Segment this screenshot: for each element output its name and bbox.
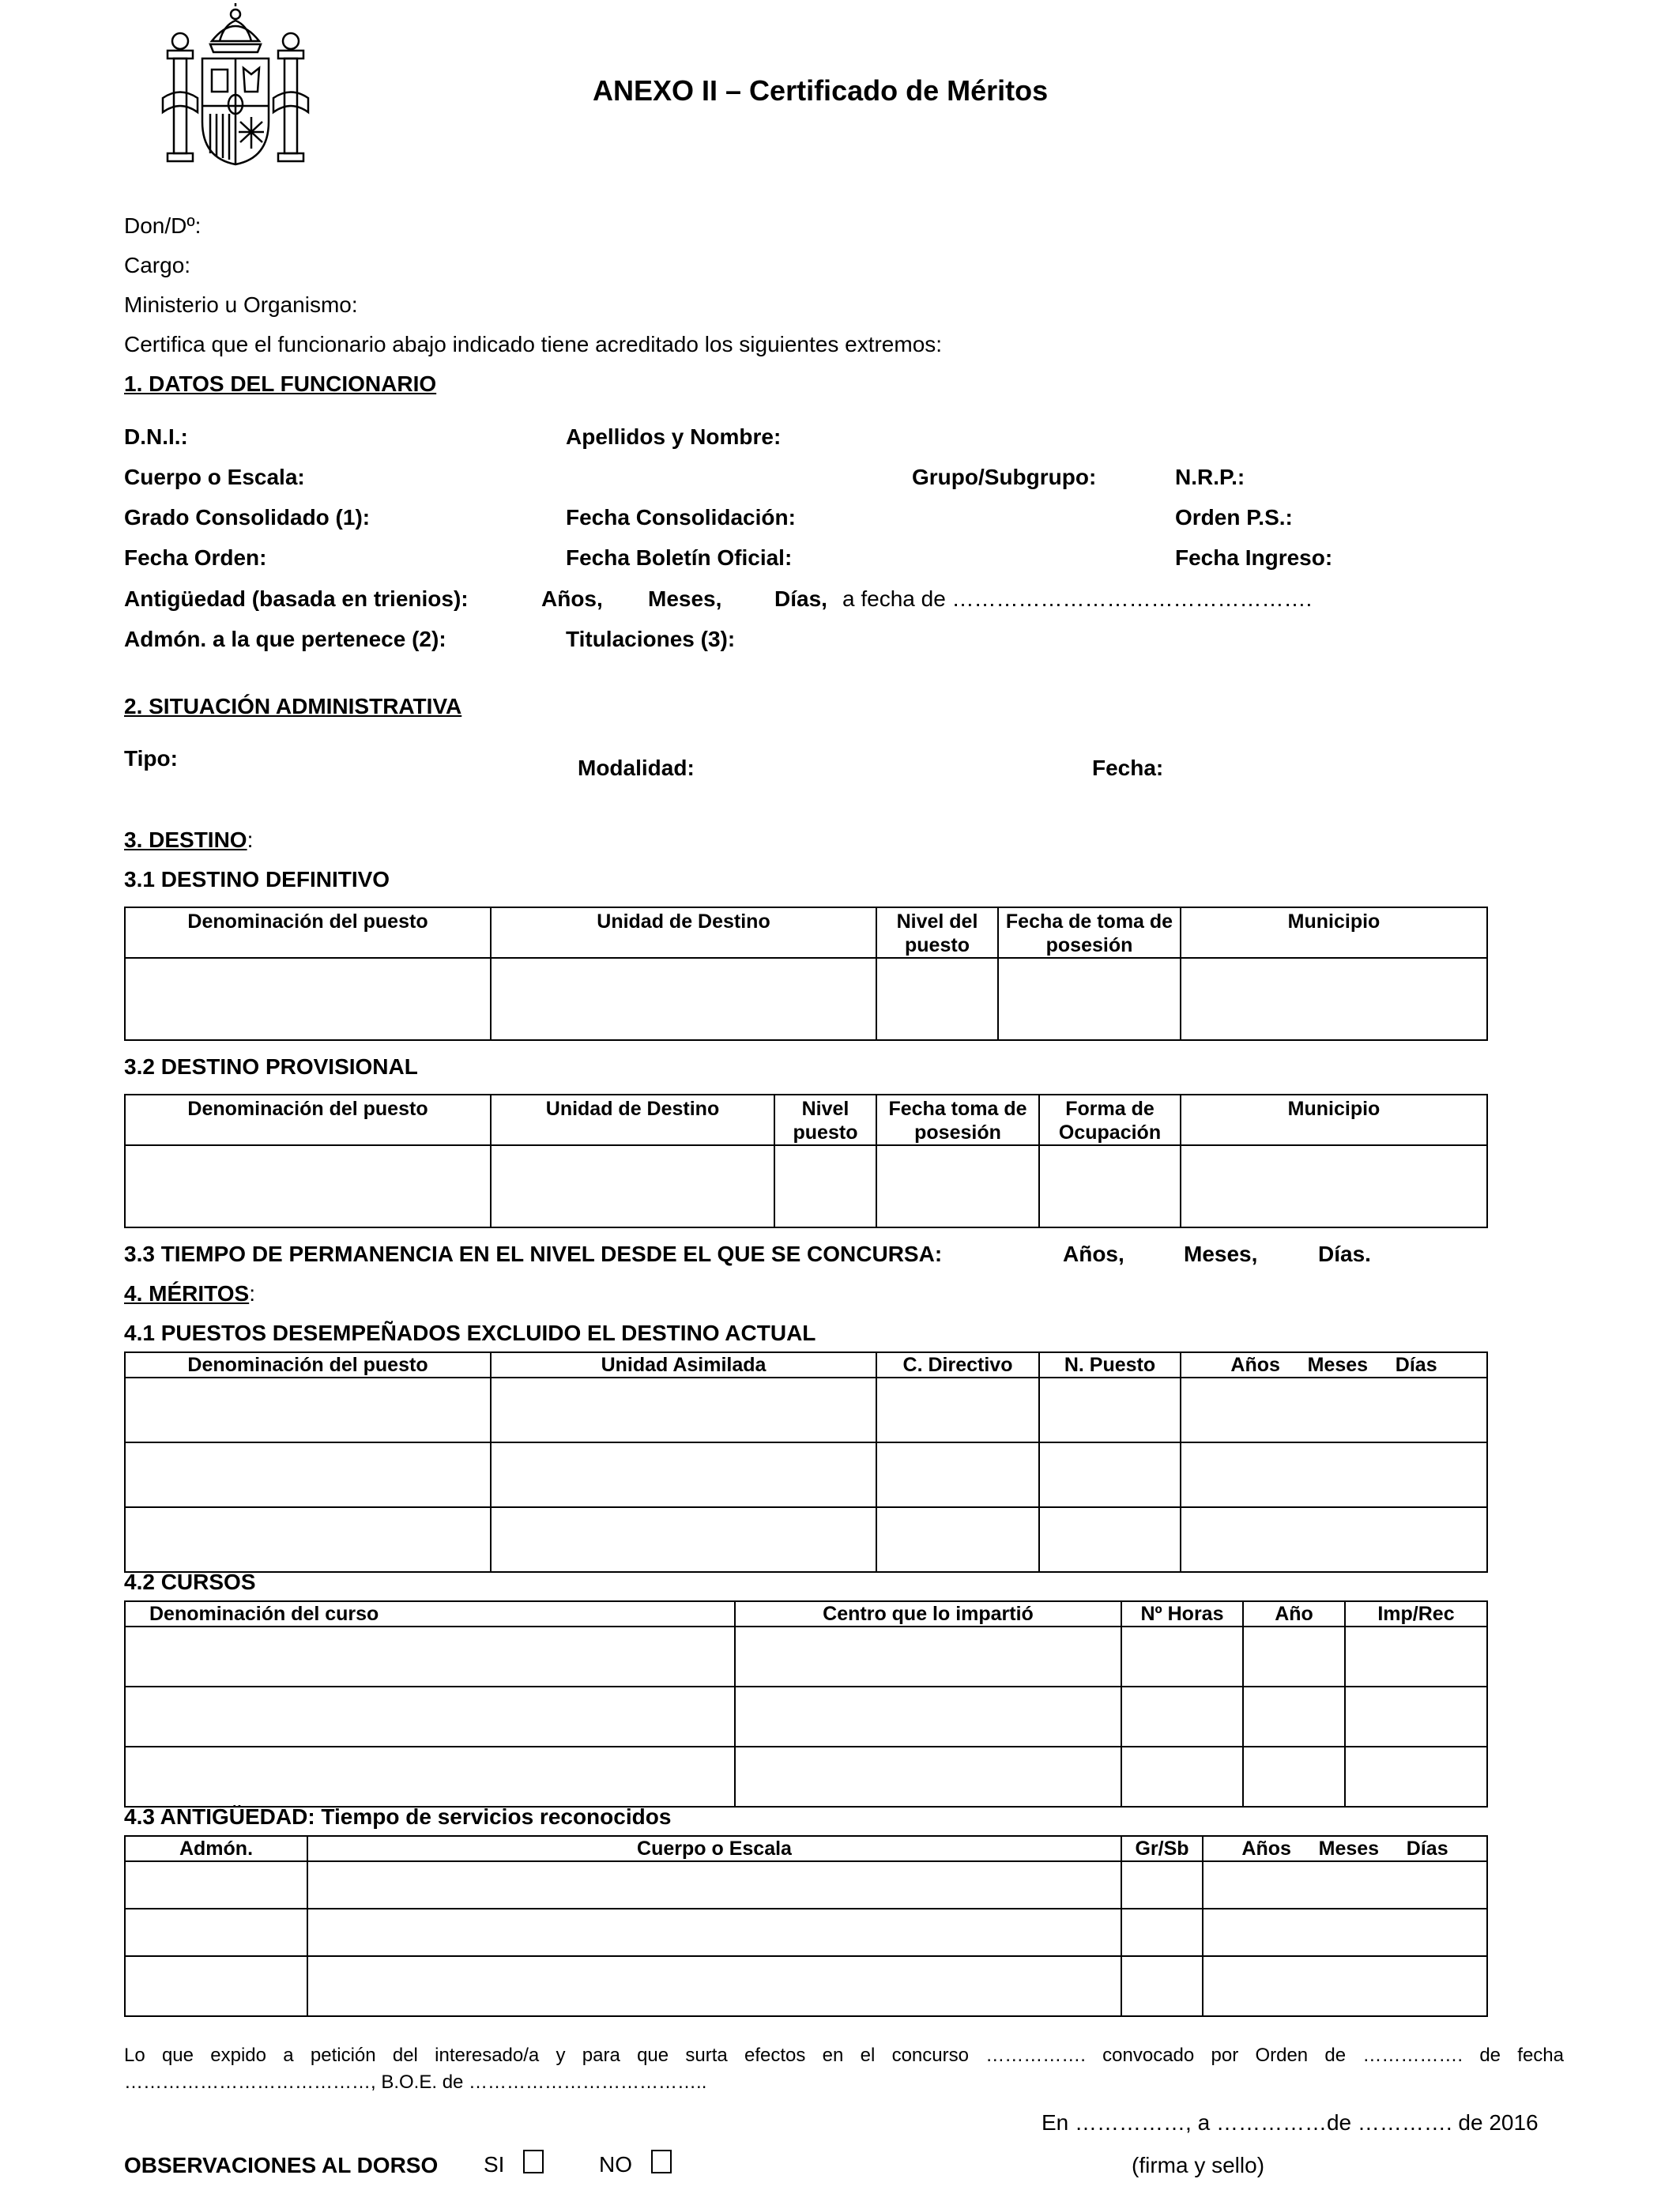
orden-ps-label: Orden P.S.: (1175, 505, 1293, 530)
table-row (125, 1861, 1487, 1909)
grado-label: Grado Consolidado (1): (124, 505, 371, 530)
section3-heading (124, 827, 253, 853)
col-municipio: Municipio (1181, 1095, 1487, 1145)
cell-input[interactable] (125, 1442, 491, 1507)
cell-input[interactable] (125, 1956, 307, 2016)
cell-input[interactable] (876, 1378, 1039, 1442)
puestos-heading: 4.1 PUESTOS DESEMPEÑADOS EXCLUIDO EL DESTINO ACTUAL (124, 1321, 816, 1345)
table-row (125, 958, 1487, 1040)
table-row (125, 1442, 1487, 1507)
expido-paragraph: Lo que expido a petición del interesado/a y para que surta efectos en el concurso ……………. convocado por Orden de ……………. de fecha …………………………………, B.O.E. de ……………………………….. (124, 2045, 1564, 2093)
col-unidad: Unidad de Destino (491, 1095, 774, 1145)
cell-input[interactable] (735, 1627, 1121, 1687)
col-unidad: Unidad de Destino (491, 907, 876, 958)
col-nivel: Nivel puesto (774, 1095, 876, 1145)
lugar-fecha: En ……………, a ……………de …………. de 2016 (1042, 2110, 1539, 2135)
col-gr-sb: Gr/Sb (1121, 1836, 1203, 1861)
cell-input[interactable] (876, 958, 998, 1040)
coat-of-arms-logo (156, 3, 315, 169)
section4-heading-text: 4. MÉRITOS (124, 1281, 250, 1306)
tipo-label: Tipo: (124, 746, 178, 771)
col-cuerpo-escala: Cuerpo o Escala (307, 1836, 1121, 1861)
permanencia-label: 3.3 TIEMPO DE PERMANENCIA EN EL NIVEL DESDE EL QUE SE CONCURSA: (124, 1242, 943, 1266)
cell-input[interactable] (307, 1956, 1121, 2016)
col-unidad-asimilada: Unidad Asimilada (491, 1352, 876, 1378)
modalidad-label: Modalidad: (578, 756, 695, 780)
cell-input[interactable] (1181, 1378, 1487, 1442)
cell-input[interactable] (307, 1861, 1121, 1909)
fecha-label: Fecha: (1092, 756, 1164, 780)
col-municipio: Municipio (1181, 907, 1487, 958)
cell-input[interactable] (1121, 1747, 1243, 1807)
cell-input[interactable] (125, 1507, 491, 1572)
no-option[interactable] (599, 2150, 672, 2177)
cell-input[interactable] (125, 1378, 491, 1442)
puestos-table (124, 1351, 1488, 1573)
antiguedad-dias: Días, (774, 586, 827, 611)
cursos-heading: 4.2 CURSOS (124, 1570, 256, 1594)
table-row (125, 1687, 1487, 1747)
cell-input[interactable] (1181, 1145, 1487, 1227)
cell-input[interactable] (1121, 1909, 1203, 1956)
col-denominacion: Denominación del puesto (125, 1095, 491, 1145)
si-checkbox[interactable] (523, 2150, 544, 2173)
cell-input[interactable] (1121, 1861, 1203, 1909)
cell-input[interactable] (1243, 1747, 1345, 1807)
table-row (125, 1956, 1487, 2016)
antiguedad-anos: Años, (541, 586, 603, 611)
cell-input[interactable] (876, 1145, 1039, 1227)
cell-input[interactable] (774, 1145, 876, 1227)
observaciones-label: OBSERVACIONES AL DORSO (124, 2153, 439, 2177)
cell-input[interactable] (1039, 1507, 1181, 1572)
apellidos-label: Apellidos y Nombre: (566, 424, 782, 449)
destino-provisional-table (124, 1094, 1488, 1228)
cell-input[interactable] (1345, 1747, 1487, 1807)
antiguedad-heading: 4.3 ANTIGÜEDAD: Tiempo de servicios reconocidos (124, 1804, 672, 1829)
cell-input[interactable] (735, 1687, 1121, 1747)
si-label: SI (484, 2152, 505, 2177)
permanencia-meses: Meses, (1184, 1242, 1258, 1266)
cell-input[interactable] (876, 1442, 1039, 1507)
cell-input[interactable] (1345, 1687, 1487, 1747)
col-anos-meses-dias: Años Meses Días (1181, 1352, 1487, 1378)
table-row (125, 1145, 1487, 1227)
col-denominacion: Denominación del puesto (125, 1352, 491, 1378)
don-label: Don/Dº: (124, 213, 202, 238)
col-ano: Año (1243, 1601, 1345, 1627)
section4-heading-colon: : (249, 1281, 255, 1306)
destino-definitivo-table (124, 907, 1488, 1041)
cell-input[interactable] (491, 1507, 876, 1572)
cell-input[interactable] (125, 1747, 735, 1807)
fecha-consolidacion-label: Fecha Consolidación: (566, 505, 796, 530)
admon-label: Admón. a la que pertenece (2): (124, 627, 446, 651)
section3-heading-text: 3. DESTINO (124, 827, 247, 852)
nrp-label: N.R.P.: (1175, 465, 1245, 489)
col-nivel: Nivel del puesto (876, 907, 998, 958)
table-row (125, 1627, 1487, 1687)
cell-input[interactable] (1345, 1627, 1487, 1687)
cell-input[interactable] (491, 1442, 876, 1507)
antiguedad-label: Antigüedad (basada en trienios): (124, 586, 469, 611)
no-label: NO (599, 2152, 632, 2177)
col-horas: Nº Horas (1121, 1601, 1243, 1627)
antiguedad-meses: Meses, (648, 586, 722, 611)
cell-input[interactable] (1121, 1687, 1243, 1747)
cell-input[interactable] (998, 958, 1181, 1040)
cell-input[interactable] (1181, 1442, 1487, 1507)
table-row (125, 1909, 1487, 1956)
antiguedad-table (124, 1835, 1488, 2017)
fecha-ingreso-label: Fecha Ingreso: (1175, 545, 1333, 570)
cursos-table (124, 1600, 1488, 1808)
antiguedad-a-fecha: a fecha de …………………………………………. (842, 586, 1313, 611)
cell-input[interactable] (491, 958, 876, 1040)
dni-label: D.N.I.: (124, 424, 188, 449)
certifica-text: Certifica que el funcionario abajo indicado tiene acreditado los siguientes extremos: (124, 332, 943, 356)
cuerpo-label: Cuerpo o Escala: (124, 465, 305, 489)
destino-definitivo-heading: 3.1 DESTINO DEFINITIVO (124, 867, 390, 892)
cell-input[interactable] (125, 1627, 735, 1687)
si-option[interactable] (484, 2150, 544, 2177)
cell-input[interactable] (491, 1145, 774, 1227)
section4-heading (124, 1281, 255, 1306)
titulaciones-label: Titulaciones (3): (566, 627, 736, 651)
col-fecha-toma: Fecha de toma de posesión (998, 907, 1181, 958)
table-row (125, 1747, 1487, 1807)
table-row (125, 1378, 1487, 1442)
col-imp-rec: Imp/Rec (1345, 1601, 1487, 1627)
col-denominacion-curso: Denominación del curso (125, 1601, 735, 1627)
cell-input[interactable] (125, 1861, 307, 1909)
col-centro: Centro que lo impartió (735, 1601, 1121, 1627)
cell-input[interactable] (125, 958, 491, 1040)
cell-input[interactable] (307, 1909, 1121, 1956)
cell-input[interactable] (1243, 1627, 1345, 1687)
cell-input[interactable] (125, 1145, 491, 1227)
destino-provisional-heading: 3.2 DESTINO PROVISIONAL (124, 1054, 418, 1079)
cell-input[interactable] (876, 1507, 1039, 1572)
cell-input[interactable] (1203, 1956, 1487, 2016)
col-n-puesto: N. Puesto (1039, 1352, 1181, 1378)
cell-input[interactable] (1203, 1861, 1487, 1909)
cell-input[interactable] (1121, 1956, 1203, 2016)
fecha-orden-label: Fecha Orden: (124, 545, 267, 570)
col-forma-ocupacion: Forma de Ocupación (1039, 1095, 1181, 1145)
firma-label: (firma y sello) (1132, 2153, 1265, 2177)
cell-input[interactable] (1039, 1378, 1181, 1442)
cell-input[interactable] (1039, 1442, 1181, 1507)
no-checkbox[interactable] (651, 2150, 672, 2173)
cell-input[interactable] (1181, 958, 1487, 1040)
col-fecha-toma: Fecha toma de posesión (876, 1095, 1039, 1145)
cell-input[interactable] (1181, 1507, 1487, 1572)
col-denominacion: Denominación del puesto (125, 907, 491, 958)
cargo-label: Cargo: (124, 253, 191, 277)
cell-input[interactable] (491, 1378, 876, 1442)
section2-heading: 2. SITUACIÓN ADMINISTRATIVA (124, 694, 462, 718)
cell-input[interactable] (1243, 1687, 1345, 1747)
fecha-boletin-label: Fecha Boletín Oficial: (566, 545, 793, 570)
section1-heading: 1. DATOS DEL FUNCIONARIO (124, 371, 437, 396)
cell-input[interactable] (1121, 1627, 1243, 1687)
col-c-directivo: C. Directivo (876, 1352, 1039, 1378)
page-title: ANEXO II – Certificado de Méritos (593, 74, 1049, 107)
ministerio-label: Ministerio u Organismo: (124, 292, 358, 317)
cell-input[interactable] (125, 1909, 307, 1956)
col-admon: Admón. (125, 1836, 307, 1861)
table-row (125, 1507, 1487, 1572)
cell-input[interactable] (125, 1687, 735, 1747)
col-anos-meses-dias: Años Meses Días (1203, 1836, 1487, 1861)
cell-input[interactable] (1039, 1145, 1181, 1227)
cell-input[interactable] (735, 1747, 1121, 1807)
permanencia-dias: Días. (1318, 1242, 1371, 1266)
permanencia-anos: Años, (1063, 1242, 1124, 1266)
grupo-label: Grupo/Subgrupo: (912, 465, 1097, 489)
cell-input[interactable] (1203, 1909, 1487, 1956)
section3-heading-colon: : (247, 827, 254, 852)
